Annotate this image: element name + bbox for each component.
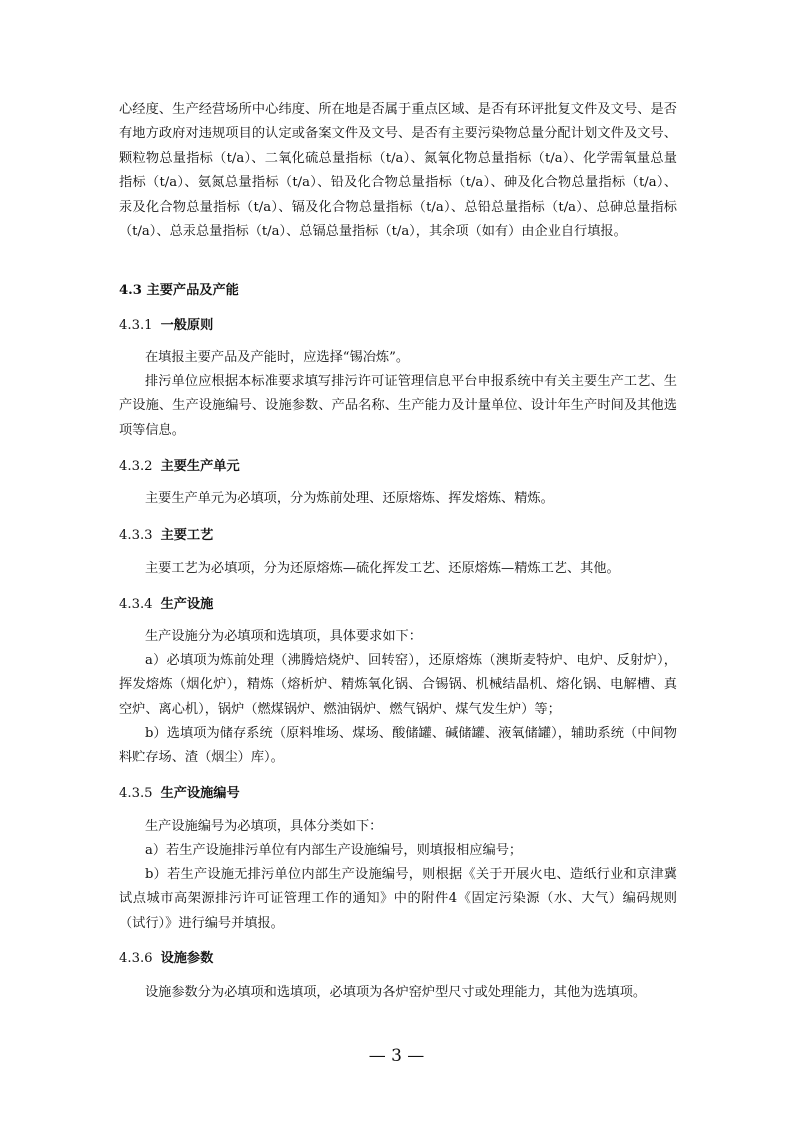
- section-title: 主要工艺: [160, 528, 214, 543]
- section-number: 4.3.5: [119, 786, 153, 801]
- section-4-3-title: 4.3 主要产品及产能: [119, 283, 239, 298]
- paragraph: 设施参数分为必填项和选填项，必填项为各炉窑炉型尺寸或处理能力，其他为选填项。: [145, 985, 647, 1000]
- section-4-3-3-heading: [119, 526, 213, 546]
- section-title: 一般原则: [160, 318, 214, 333]
- section-4-3-2-heading: [119, 457, 240, 477]
- section-title: 生产设施编号: [160, 786, 240, 801]
- section-number: 4.3.3: [119, 528, 153, 543]
- paragraph: 生产设施分为必填项和选填项，具体要求如下：: [145, 629, 422, 644]
- section-title: 设施参数: [160, 951, 214, 966]
- list-item: a）若生产设施排污单位有内部生产设施编号，则填报相应编号；: [145, 843, 523, 858]
- page-number: — 3 —: [368, 1046, 425, 1066]
- paragraph: 排污单位应根据本标准要求填写排污许可证管理信息平台申报系统中有关主要生产工艺、生产设施、生产设施编号、设施参数、产品名称、生产能力及计量单位、设计年生产时间及其他选项等信息。: [119, 374, 677, 438]
- section-title: 生产设施: [160, 597, 214, 612]
- list-item: a）必填项为炼前处理（沸腾焙烧炉、回转窑），还原熔炼（澳斯麦特炉、电炉、反射炉），挥发熔炼（烟化炉），精炼（熔析炉、精炼氧化锅、合锡锅、机械结晶机、熔化锅、电解槽、真空炉、离心机），锅炉（燃煤锅炉、燃油锅炉、燃气锅炉、煤气发生炉）等；: [119, 653, 677, 717]
- section-number: 4.3.6: [119, 951, 153, 966]
- section-title: 主要生产单元: [160, 459, 240, 474]
- paragraph: 主要工艺为必填项，分为还原熔炼—硫化挥发工艺、还原熔炼—精炼工艺、其他。: [145, 561, 620, 576]
- list-item: b）若生产设施无排污单位内部生产设施编号，则根据《关于开展火电、造纸行业和京津冀试点城市高架源排污许可证管理工作的通知》中的附件4《固定污染源（水、大气）编码规则（试行）》进行编号并填报。: [119, 867, 677, 931]
- section-4-3-6-heading: [119, 949, 213, 969]
- section-4-3-1-heading: [119, 316, 213, 336]
- list-item: b）选填项为储存系统（原料堆场、煤场、酸储罐、碱储罐、液氧储罐），辅助系统（中间物料贮存场、渣（烟尘）库）。: [119, 726, 677, 766]
- paragraph: 在填报主要产品及产能时，应选择“锡冶炼”。: [145, 350, 410, 365]
- intro-paragraph: 心经度、生产经营场所中心纬度、所在地是否属于重点区域、是否有环评批复文件及文号、是否有地方政府对违规项目的认定或备案文件及文号、是否有主要污染物总量分配计划文件及文号、颗粒物总量指标（t/a）、二氧化硫总量指标（t/a）、氮氧化物总量指标（t/a）、化学需氧量总量指标（t/a）、氨氮总量指标（t/a）、铅及化合物总量指标（t/a）、砷及化合物总量指标（t/a）、汞及化合物总量指标（t/a）、镉及化合物总量指标（t/a）、总铅总量指标（t/a）、总砷总量指标（t/a）、总汞总量指标（t/a）、总镉总量指标（t/a），其余项（如有）由企业自行填报。: [119, 102, 678, 240]
- section-4-3-heading: [119, 281, 239, 301]
- section-4-3-5-heading: [119, 784, 240, 804]
- paragraph: 主要生产单元为必填项，分为炼前处理、还原熔炼、挥发熔炼、精炼。: [145, 491, 554, 506]
- section-4-3-4-heading: [119, 595, 213, 615]
- section-number: 4.3.2: [119, 459, 153, 474]
- section-number: 4.3.1: [119, 318, 153, 333]
- paragraph: 生产设施编号为必填项，具体分类如下：: [145, 819, 383, 834]
- section-number: 4.3.4: [119, 597, 153, 612]
